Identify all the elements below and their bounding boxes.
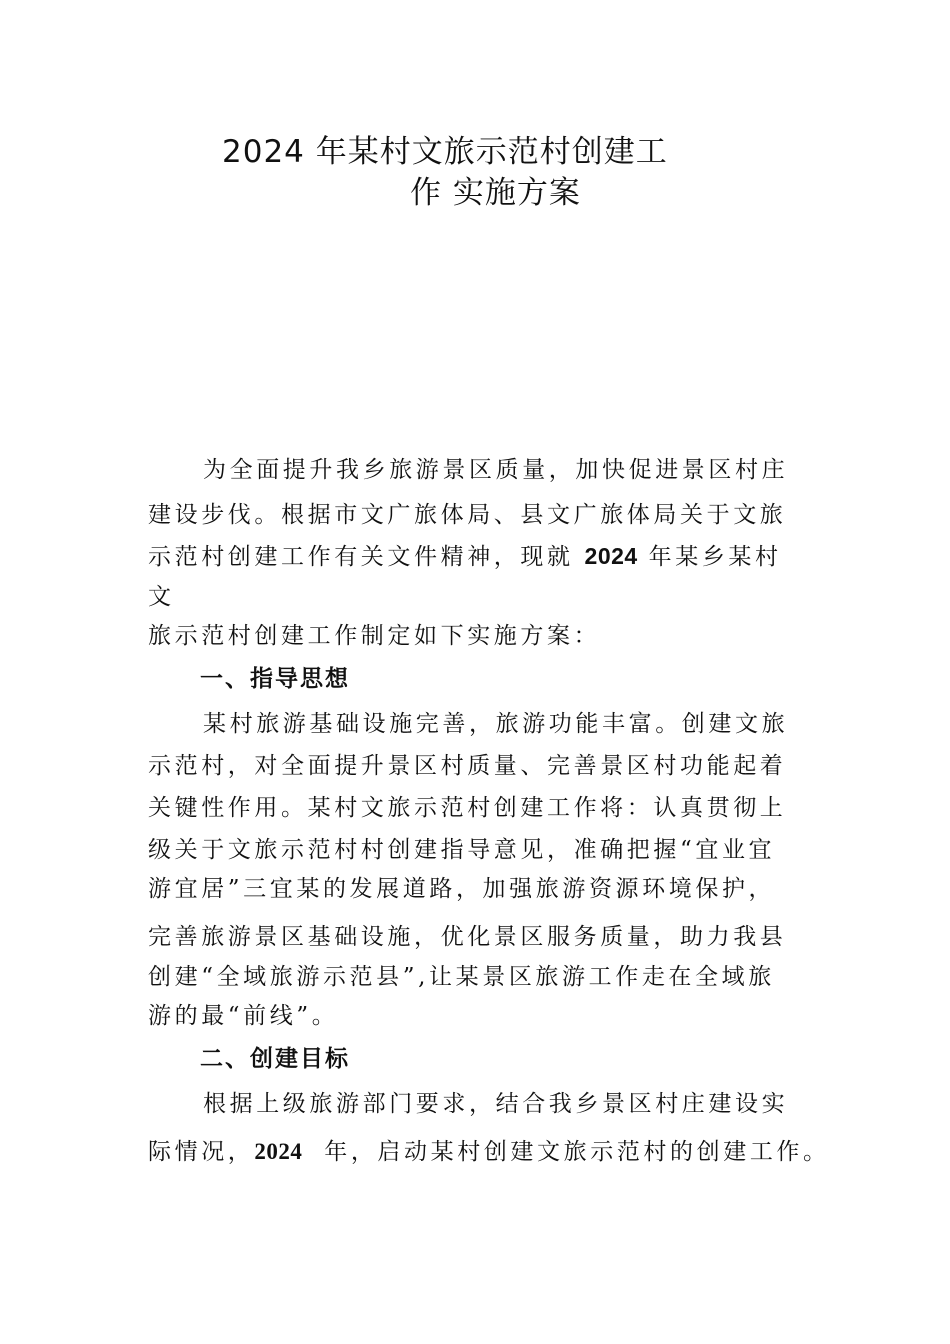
section1-line-8: 游的最“前线”。 bbox=[148, 1003, 339, 1029]
intro-line-4: 文 bbox=[148, 584, 175, 610]
intro-line-3-text-a: 示范村创建工作有关文件精神，现就 bbox=[148, 544, 574, 570]
document-title-line-1: 2024 年某村文旅示范村创建工 bbox=[222, 134, 668, 170]
section2-line-2-text-b: 年，启动某村创建文旅示范村的创建工作。 bbox=[324, 1139, 830, 1165]
section1-line-4: 级关于文旅示范村村创建指导意见，准确把握“宜业宜 bbox=[148, 837, 776, 863]
section1-line-1: 某村旅游基础设施完善，旅游功能丰富。创建文旅 bbox=[203, 711, 789, 737]
intro-line-5: 旅示范村创建工作制定如下实施方案： bbox=[148, 623, 601, 649]
section1-line-6: 完善旅游景区基础设施，优化景区服务质量，助力我县 bbox=[148, 924, 787, 950]
section1-line-3: 关键性作用。某村文旅示范村创建工作将：认真贯彻上 bbox=[148, 795, 787, 821]
section2-year: 2024 bbox=[254, 1139, 303, 1164]
intro-line-1: 为全面提升我乡旅游景区质量，加快促进景区村庄 bbox=[203, 457, 789, 483]
intro-line-2: 建设步伐。根据市文广旅体局、县文广旅体局关于文旅 bbox=[148, 502, 787, 528]
intro-line-3-text-b: 年某乡某村 bbox=[648, 544, 782, 570]
section-heading-guiding-ideology: 一、指导思想 bbox=[200, 666, 350, 692]
section1-line-5: 游宜居”三宜某的发展道路，加强旅游资源环境保护， bbox=[148, 876, 776, 902]
section2-line-2-text-a: 际情况， bbox=[148, 1139, 255, 1165]
intro-line-3 bbox=[148, 541, 782, 572]
intro-year: 2024 bbox=[584, 543, 638, 569]
section1-line-7: 创建“全域旅游示范县”,让某景区旅游工作走在全域旅 bbox=[148, 964, 775, 990]
section2-line-1: 根据上级旅游部门要求，结合我乡景区村庄建设实 bbox=[203, 1091, 789, 1117]
section1-line-2: 示范村，对全面提升景区村质量、完善景区村功能起着 bbox=[148, 753, 787, 779]
section-heading-creation-goal: 二、创建目标 bbox=[200, 1046, 350, 1072]
document-title-line-2: 作 实施方案 bbox=[410, 175, 581, 211]
section2-line-2 bbox=[148, 1137, 830, 1167]
